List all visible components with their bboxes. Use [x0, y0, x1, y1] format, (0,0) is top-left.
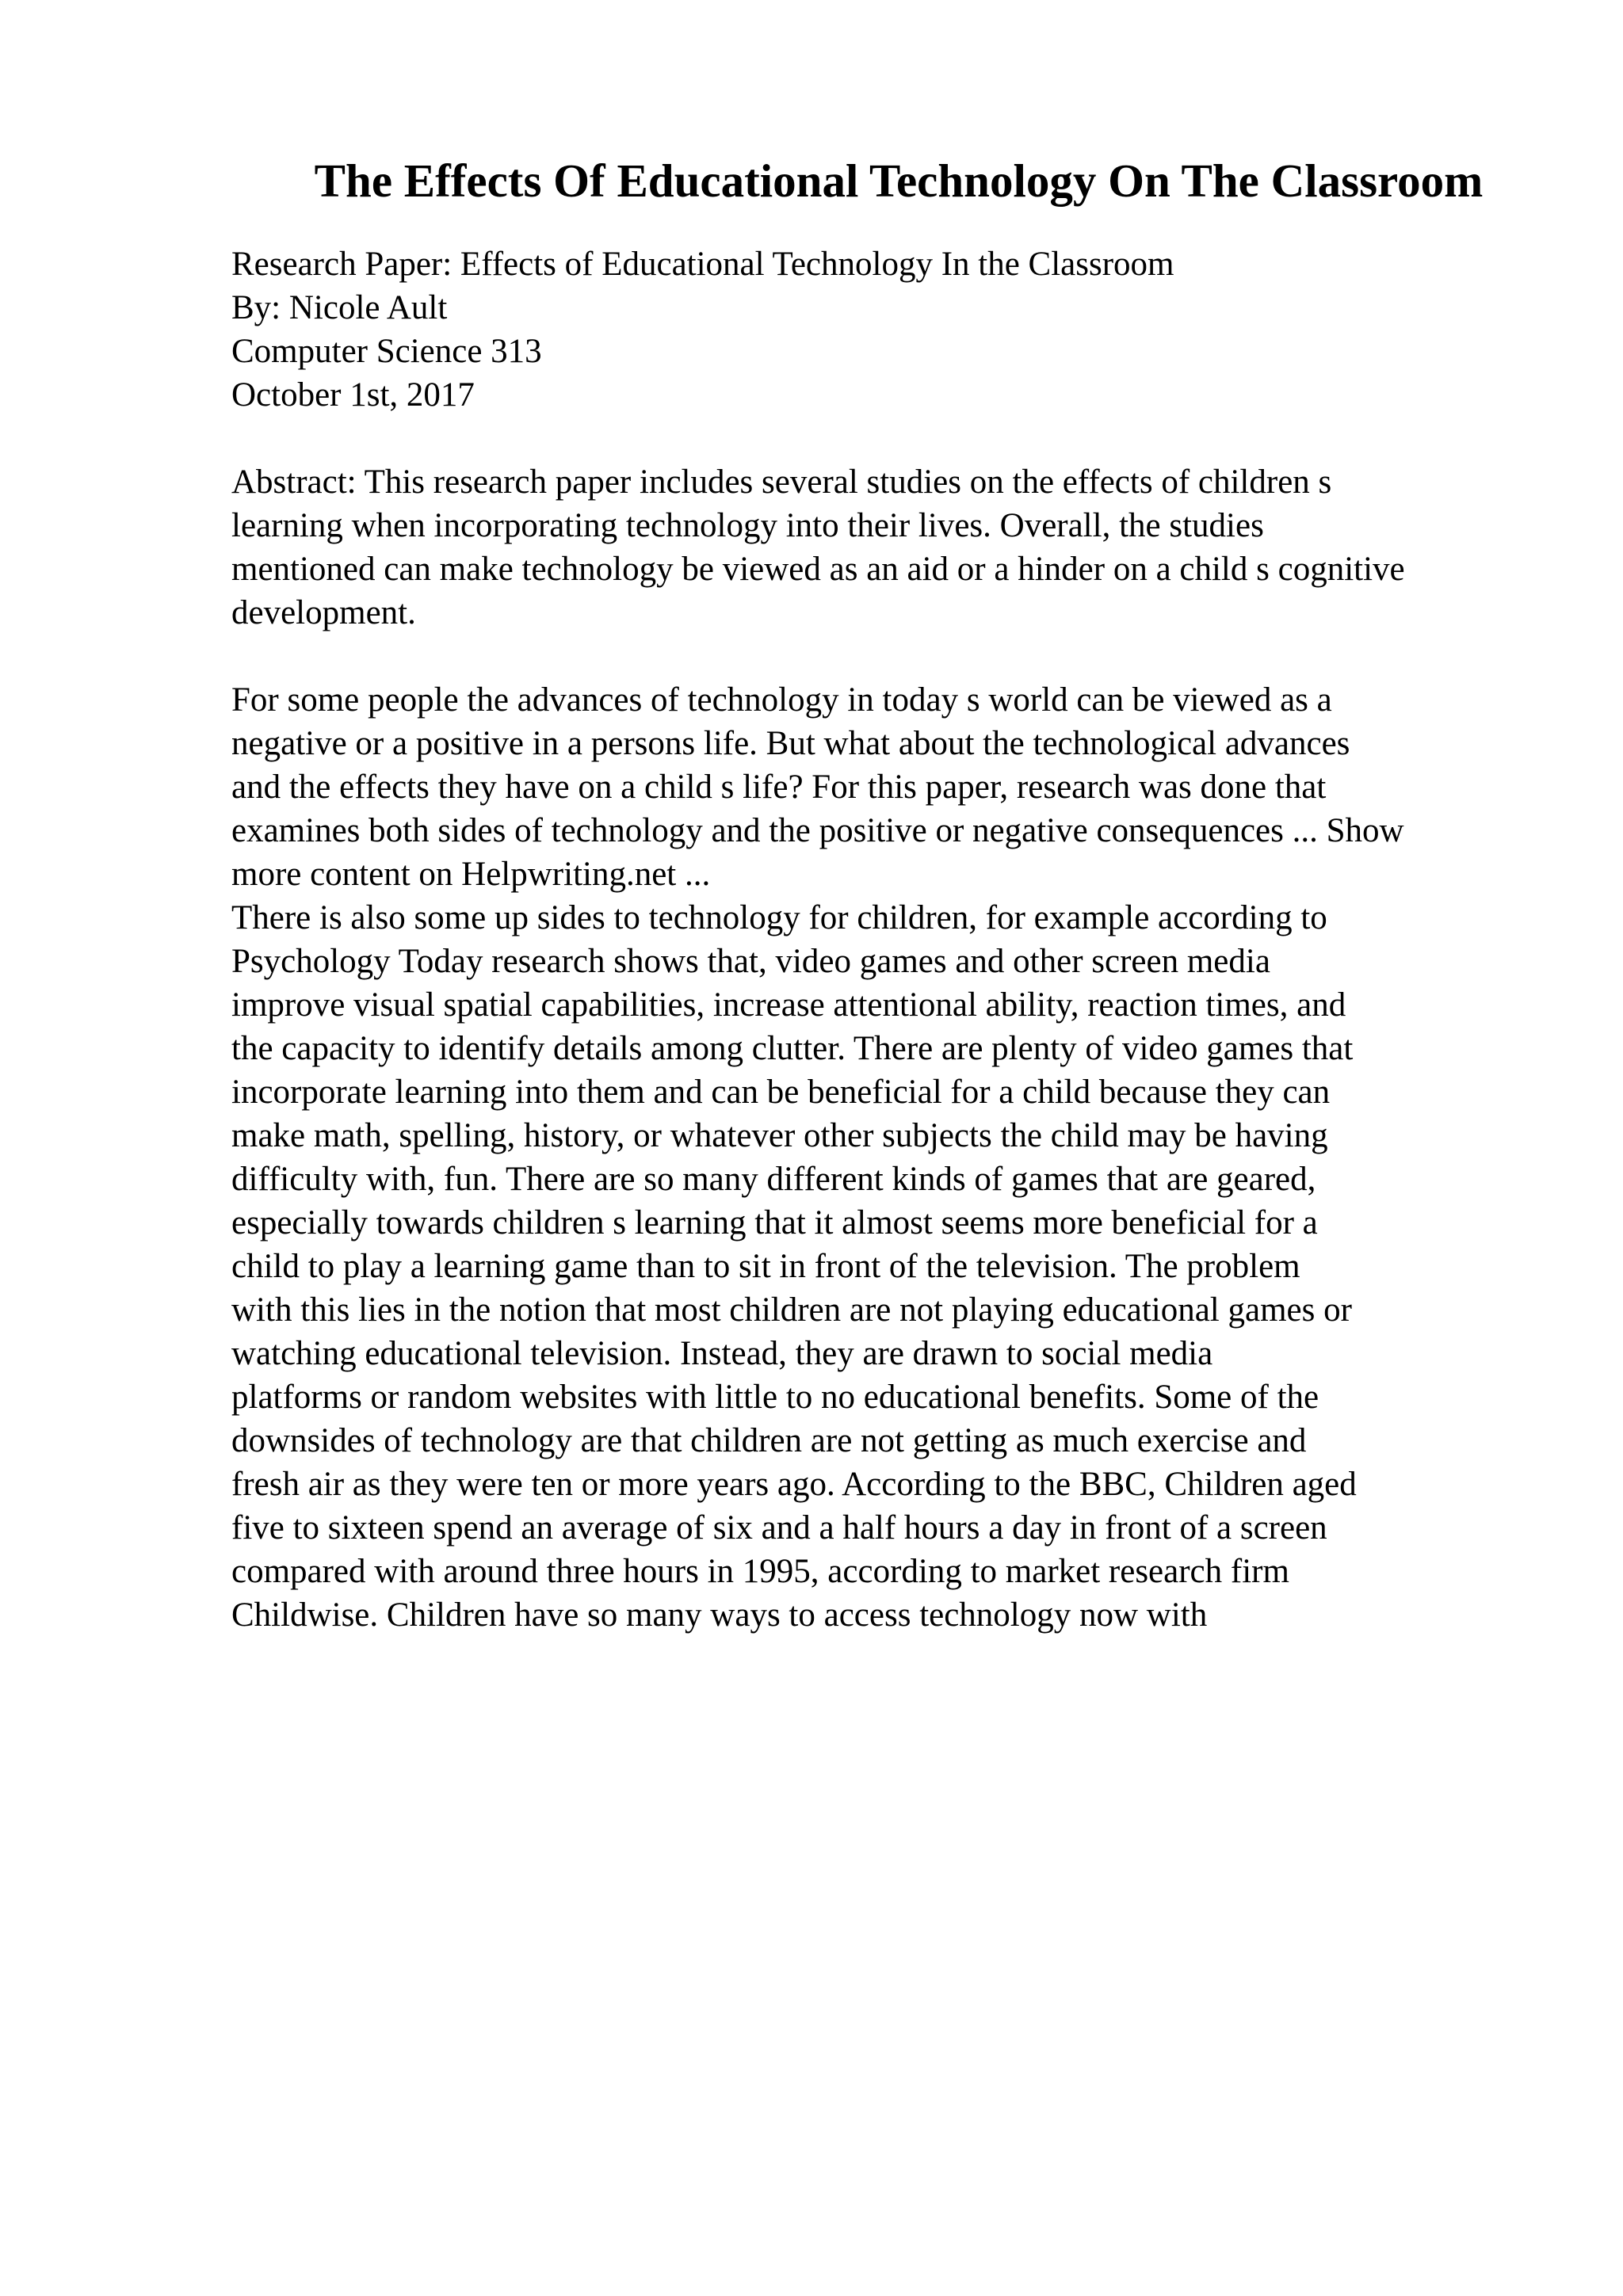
intro-line: examines both sides of technology and the positive or negative consequences ... Show [231, 812, 1404, 849]
author-line: By: Nicole Ault [231, 289, 448, 326]
body-line: difficulty with, fun. There are so many different kinds of games that are geared, [231, 1161, 1316, 1198]
paragraph-gap [231, 417, 1579, 460]
course-line: Computer Science 313 [231, 333, 542, 370]
paragraph-gap [231, 635, 1579, 678]
body-line: There is also some up sides to technology for children, for example according to [231, 899, 1327, 936]
intro-paragraph [231, 678, 1579, 896]
header-block [231, 242, 1579, 417]
body-line: make math, spelling, history, or whatever other subjects the child may be having [231, 1117, 1328, 1154]
paper-heading-line: Research Paper: Effects of Educational Technology In the Classroom [231, 246, 1174, 283]
intro-line: For some people the advances of technology in today s world can be viewed as a [231, 681, 1332, 719]
body-line: Psychology Today research shows that, video games and other screen media [231, 943, 1270, 980]
body-line: compared with around three hours in 1995, according to market research firm [231, 1553, 1289, 1590]
body-line: especially towards children s learning that it almost seems more beneficial for a [231, 1204, 1318, 1241]
abstract-line: mentioned can make technology be viewed as an aid or a hinder on a child s cognitive [231, 551, 1405, 588]
date-line: October 1st, 2017 [231, 376, 475, 414]
intro-line: more content on Helpwriting.net ... [231, 856, 711, 893]
body-paragraph [231, 896, 1579, 1637]
body-line: five to sixteen spend an average of six and a half hours a day in front of a screen [231, 1509, 1327, 1547]
body-line: Childwise. Children have so many ways to access technology now with [231, 1596, 1208, 1634]
body-line: watching educational television. Instead, they are drawn to social media [231, 1335, 1213, 1372]
document-title: The Effects Of Educational Technology On The Classroom [314, 154, 1484, 207]
intro-line: negative or a positive in a persons life. But what about the technological advances [231, 725, 1350, 762]
abstract-line: learning when incorporating technology into their lives. Overall, the studies [231, 507, 1264, 544]
document-body [231, 242, 1579, 1637]
body-line: downsides of technology are that children are not getting as much exercise and [231, 1422, 1307, 1459]
intro-line: and the effects they have on a child s life? For this paper, research was done that [231, 769, 1327, 806]
body-line: incorporate learning into them and can be beneficial for a child because they can [231, 1074, 1331, 1111]
abstract-line: Abstract: This research paper includes several studies on the effects of children s [231, 463, 1332, 501]
body-line: platforms or random websites with little to no educational benefits. Some of the [231, 1379, 1319, 1416]
body-line: the capacity to identify details among clutter. There are plenty of video games that [231, 1030, 1354, 1067]
body-line: improve visual spatial capabilities, increase attentional ability, reaction times, and [231, 986, 1346, 1024]
abstract-paragraph [231, 460, 1579, 635]
body-line: fresh air as they were ten or more years ago. According to the BBC, Children aged [231, 1466, 1357, 1503]
abstract-line: development. [231, 594, 416, 631]
body-line: child to play a learning game than to sit in front of the television. The problem [231, 1248, 1300, 1285]
body-line: with this lies in the notion that most children are not playing educational games or [231, 1291, 1352, 1329]
